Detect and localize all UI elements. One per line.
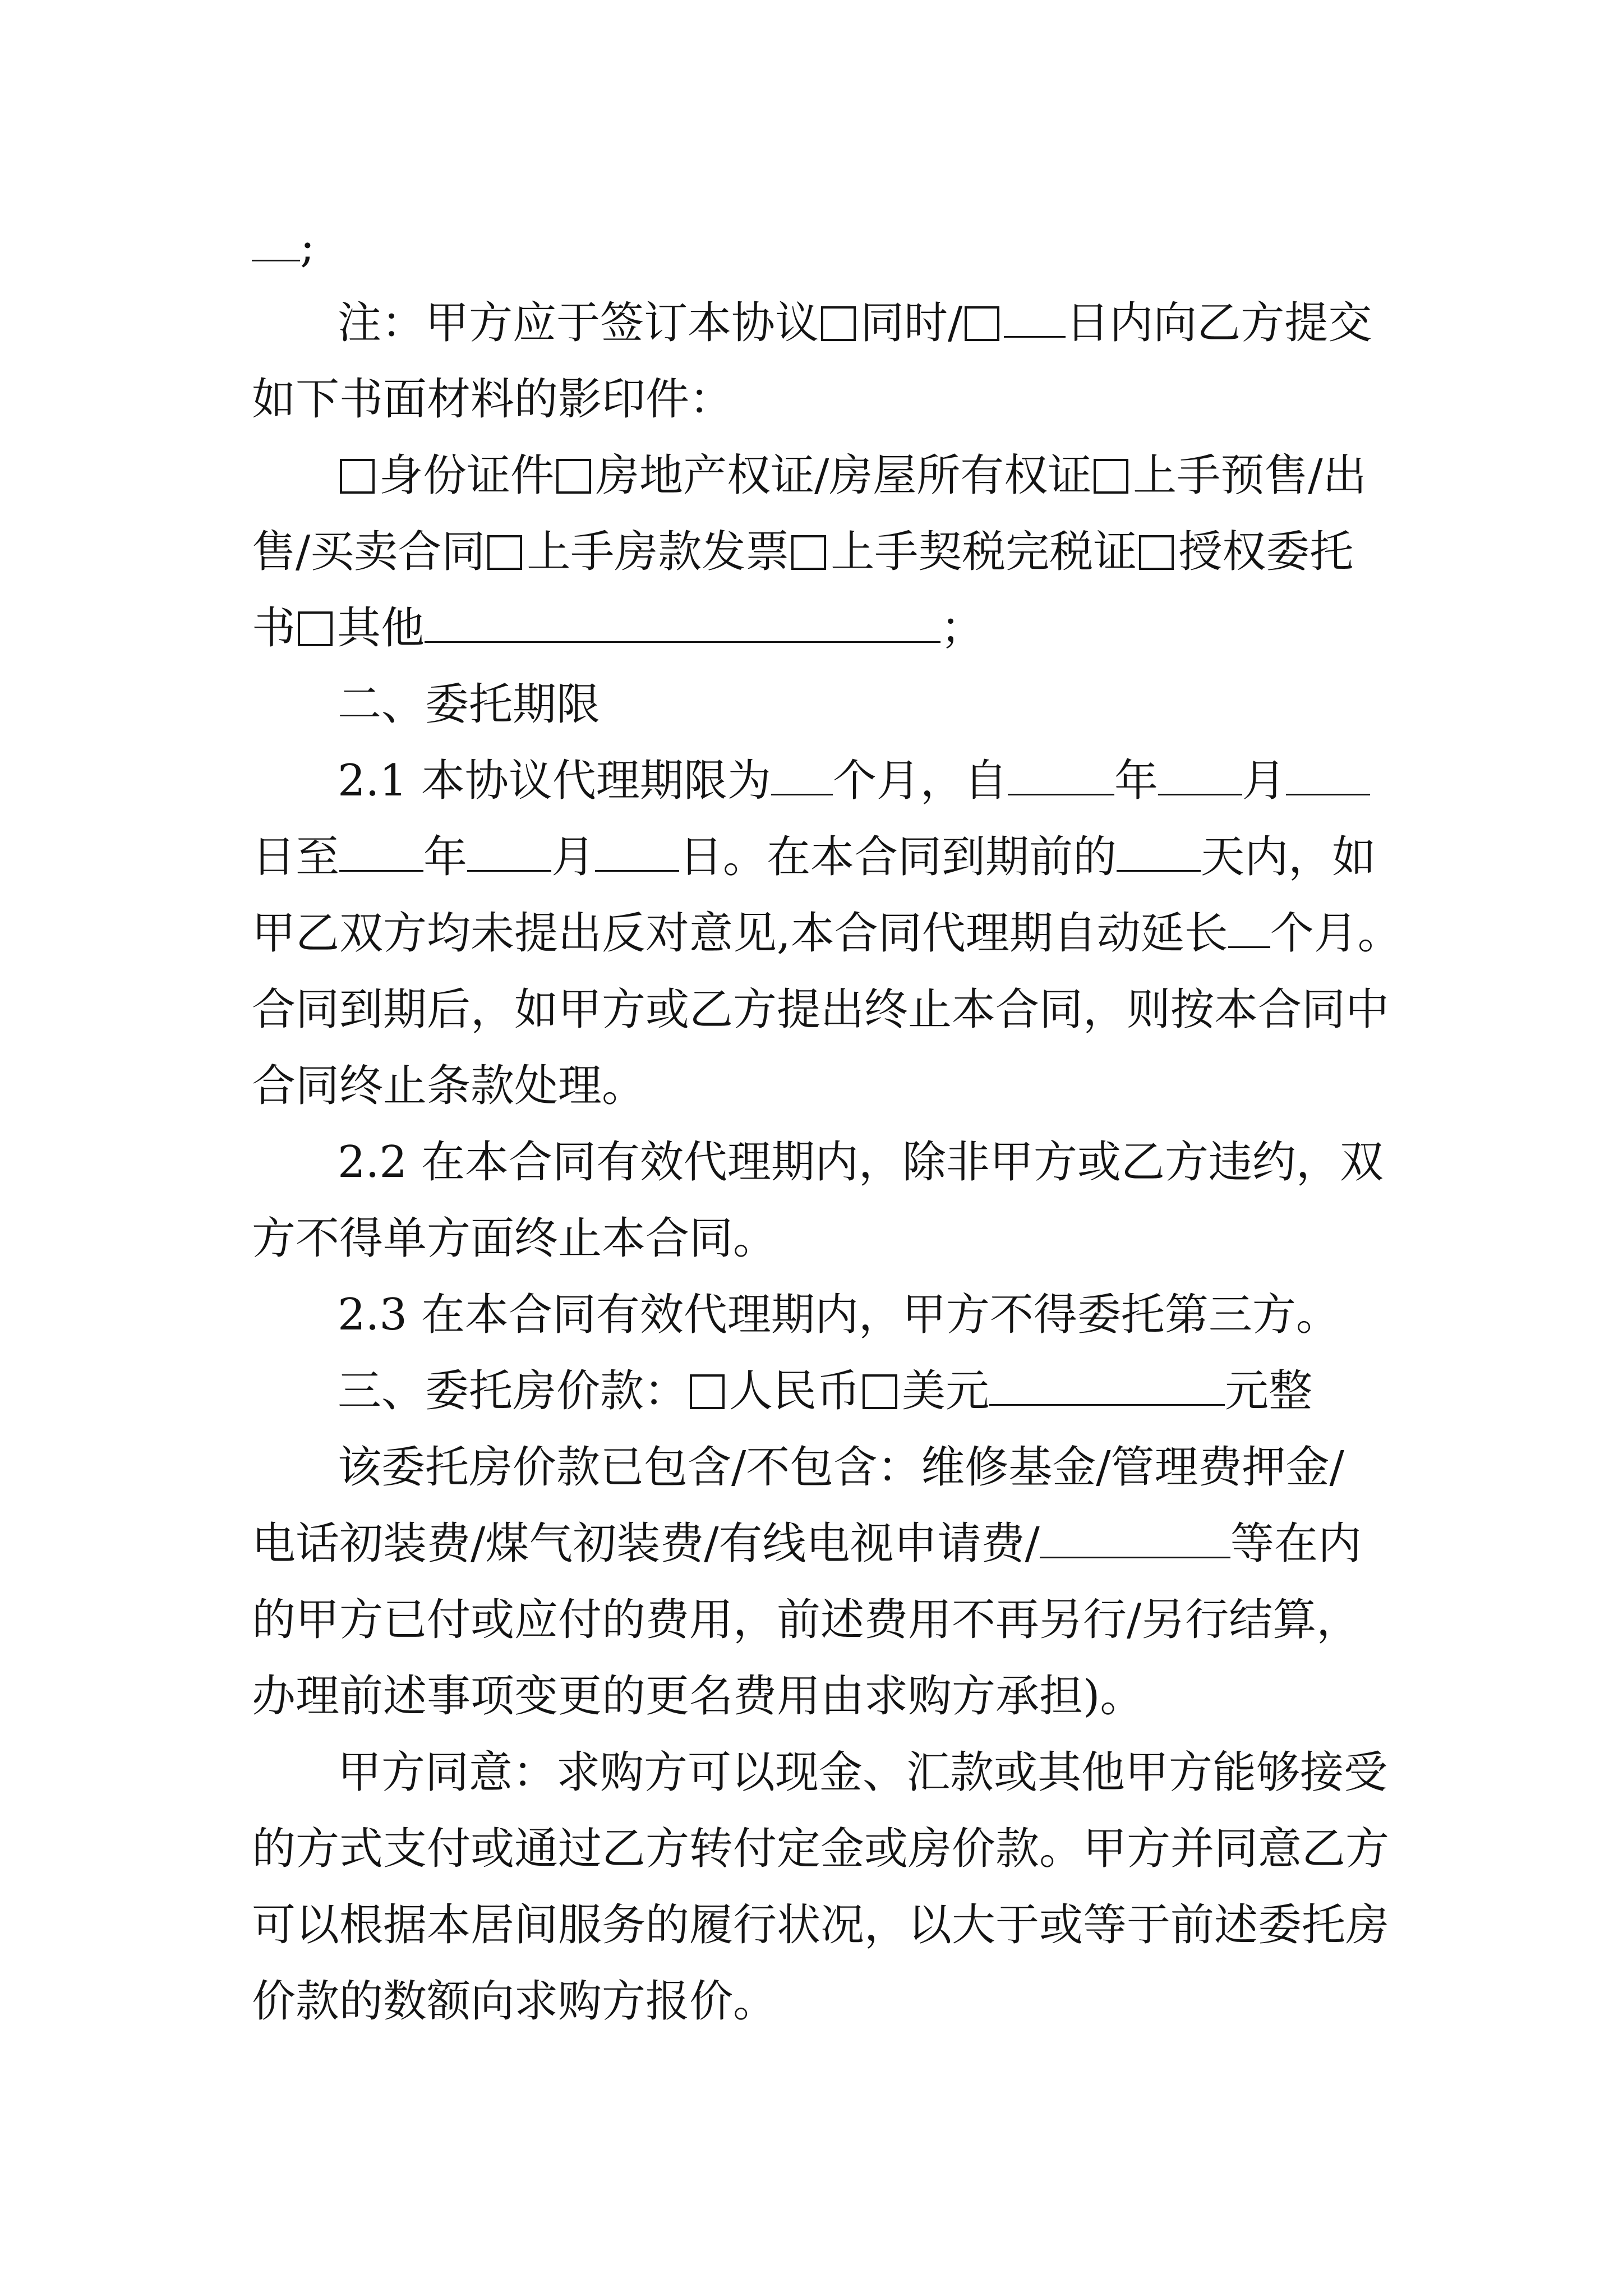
checkbox[interactable] (1139, 535, 1174, 570)
line-09: 日至 年 月 日。在本合同到期前的 天内，如 (252, 832, 1376, 882)
fill-blank (425, 602, 940, 643)
line-14: 方不得单方面终止本合同。 (252, 1213, 777, 1264)
fill-blank (1117, 831, 1201, 872)
fill-blank (1008, 754, 1114, 795)
line-08: 2.1 本协议代理期限为 个月，自 年 月 (338, 754, 1370, 808)
fill-blank (1158, 754, 1242, 795)
checkbox[interactable] (863, 1374, 897, 1409)
line-18: 电话初装费/煤气初装费/有线电视申请费/ 等在内 (252, 1519, 1362, 1569)
fill-blank (595, 831, 679, 872)
line-22: 的方式支付或通过乙方转付定金或房价款。甲方并同意乙方 (252, 1824, 1390, 1874)
line-10: 甲乙双方均未提出反对意见,本合同代理期自动延长 个月。 (252, 908, 1401, 959)
line-13: 2.2 在本合同有效代理期内，除非甲方或乙方违约，双 (338, 1137, 1384, 1188)
line-20: 办理前述事项变更的更名费用由求购方承担)。 (252, 1671, 1144, 1722)
line-05: 售/买卖合同 上手房款发票 上手契税完税证 授权委托 (252, 527, 1354, 577)
checkbox[interactable] (690, 1374, 725, 1409)
line-01: ; (252, 220, 315, 274)
line-19: 的甲方已付或应付的费用，前述费用不再另行/另行结算， (252, 1595, 1361, 1645)
fill-blank (989, 1365, 1225, 1406)
fill-blank (1286, 754, 1370, 795)
checkbox[interactable] (1094, 459, 1128, 494)
checkbox[interactable] (556, 459, 591, 494)
line-11: 合同到期后，如甲方或乙方提出终止本合同，则按本合同中 (252, 984, 1390, 1035)
line-16: 三、委托房价款： 人民币 美元 元整 (338, 1366, 1313, 1416)
fill-blank (467, 831, 551, 872)
checkbox[interactable] (298, 611, 333, 646)
line-07: 二、委托期限 (338, 679, 601, 730)
fill-blank (339, 831, 423, 872)
line-23: 可以根据本居间服务的履行状况，以大于或等于前述委托房 (252, 1900, 1390, 1950)
checkbox[interactable] (965, 306, 999, 341)
line-06: 书 其他 ； (252, 603, 985, 654)
line-24: 价款的数额向求购方报价。 (252, 1976, 777, 2027)
fill-blank (252, 220, 300, 261)
line-17: 该委托房价款已包含/不包含：维修基金/管理费押金/ (338, 1442, 1344, 1493)
fill-blank (1228, 907, 1270, 948)
fill-blank (1040, 1517, 1230, 1558)
line-21: 甲方同意：求购方可以现金、汇款或其他甲方能够接受 (338, 1747, 1388, 1798)
checkbox[interactable] (340, 459, 375, 494)
checkbox[interactable] (791, 535, 826, 570)
checkbox[interactable] (821, 306, 856, 341)
line-03: 如下书面材料的影印件： (252, 374, 734, 425)
checkbox[interactable] (487, 535, 522, 570)
fill-blank (1004, 297, 1066, 338)
line-15: 2.3 在本合同有效代理期内，甲方不得委托第三方。 (338, 1290, 1340, 1340)
line-04: 身份证件 房地产权证/房屋所有权证 上手预售/出 (338, 449, 1367, 503)
line-02: 注：甲方应于签订本协议 同时/ 日内向乙方提交 (338, 298, 1372, 348)
line-12: 合同终止条款处理。 (252, 1061, 646, 1111)
fill-blank (771, 754, 833, 795)
